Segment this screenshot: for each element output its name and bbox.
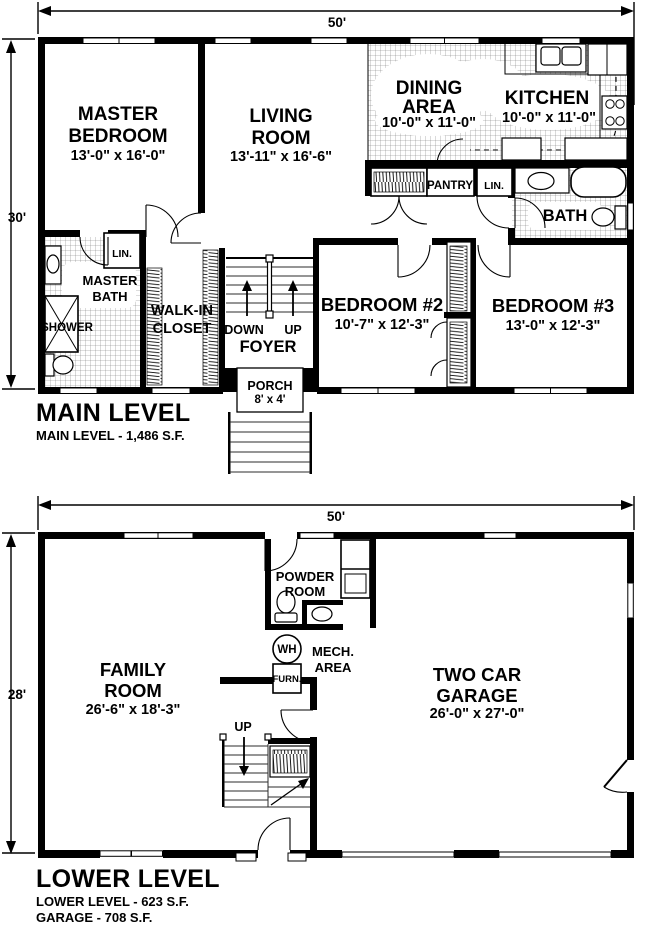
master-bedroom-label: MASTER (77, 104, 159, 125)
family-room-dims: 26'-6" x 18'-3" (85, 702, 181, 718)
lower-level-plan (2, 496, 634, 925)
bath-toilet-tank (615, 206, 626, 229)
sink-bowl-right (562, 47, 581, 65)
sink-bowl-left (541, 47, 560, 65)
living-room-dims: 13'-11" x 16'-6" (229, 149, 333, 165)
main-level-area: MAIN LEVEL - 1,486 S.F. (36, 428, 185, 443)
lower-up-label: UP (234, 720, 252, 734)
powder-room-label: POWDER (275, 569, 335, 584)
foyer-stairs (226, 255, 313, 318)
kitchen-dims: 10'-0" x 11'-0" (501, 110, 597, 126)
dining-area-label2: AREA (402, 97, 456, 118)
bedroom2-label: BEDROOM #2 (320, 294, 444, 315)
powder-sink-icon (312, 607, 332, 621)
garage-door-right (499, 852, 611, 857)
sink-icon (47, 255, 59, 273)
door-stoop-right (288, 853, 306, 861)
powder-toilet-tank (275, 613, 297, 622)
dining-area-dims: 10'-0" x 11'-0" (381, 115, 477, 131)
master-linen-label: LIN. (112, 248, 132, 260)
bath-sink-icon (528, 173, 554, 190)
living-room-label: LIVING (249, 106, 313, 127)
walkin-closet-label2: CLOSET (152, 321, 212, 337)
bathtub-icon (571, 167, 626, 197)
bath-toilet-icon (592, 208, 614, 226)
main-height-label: 30' (7, 210, 27, 225)
lower-level-area: LOWER LEVEL - 623 S.F. (36, 894, 189, 909)
garage-area: GARAGE - 708 S.F. (36, 910, 153, 925)
mech-area-label2: AREA (314, 660, 352, 675)
walkin-closet-label: WALK-IN (150, 303, 214, 319)
living-room-label2: ROOM (251, 128, 311, 149)
base-cabinet (565, 138, 627, 160)
master-bath-label2: BATH (92, 289, 128, 304)
foyer-label: FOYER (239, 338, 297, 356)
lower-height-label: 28' (7, 687, 27, 702)
up-label: UP (284, 323, 302, 337)
master-bedroom-label2: BEDROOM (68, 126, 168, 147)
garage-label: TWO CAR (432, 664, 522, 685)
water-heater-label: WH (277, 644, 297, 656)
dishwasher (502, 138, 541, 160)
garage-label2: GARAGE (436, 685, 518, 706)
bath-label: BATH (542, 207, 588, 225)
door-stoop-left (236, 853, 256, 861)
family-room-label: FAMILY (99, 659, 167, 680)
lower-width-label: 50' (326, 509, 346, 524)
porch-dims: 8' x 4' (254, 394, 286, 406)
pantry-label: PANTRY (427, 180, 473, 192)
lower-width-dimension (38, 496, 634, 530)
garage-door-left (342, 852, 454, 857)
furnace-label: FURN. (272, 674, 302, 685)
porch-label: PORCH (247, 379, 293, 393)
hanger-rod (374, 172, 424, 192)
family-room-label2: ROOM (104, 680, 162, 701)
lower-stairs (220, 734, 310, 807)
master-bedroom-dims: 13'-0" x 16'-0" (70, 148, 166, 164)
bedroom2-dims: 10'-7" x 12'-3" (334, 317, 430, 333)
kitchen-label: KITCHEN (504, 88, 590, 109)
master-bath-label: MASTER (82, 273, 138, 288)
shower-label: SHOWER (41, 322, 93, 334)
main-level-plan (2, 2, 634, 474)
main-width-label: 50' (327, 15, 347, 30)
stair-closet-hangers (273, 750, 307, 773)
main-height-dimension (2, 39, 35, 389)
dining-area-label: DINING (395, 78, 463, 99)
bedroom3-label: BEDROOM #3 (491, 295, 615, 316)
lower-level-title: LOWER LEVEL (36, 865, 220, 893)
bedroom3-dims: 13'-0" x 12'-3" (505, 318, 601, 334)
mech-area-label: MECH. (312, 644, 354, 659)
toilet-icon (53, 356, 73, 374)
garage-dims: 26'-0" x 27'-0" (429, 706, 525, 722)
lower-height-dimension (2, 533, 35, 854)
powder-room-label2: ROOM (284, 584, 326, 599)
down-label: DOWN (224, 323, 264, 337)
linen-label: LIN. (484, 180, 504, 192)
main-level-title: MAIN LEVEL (36, 399, 191, 427)
